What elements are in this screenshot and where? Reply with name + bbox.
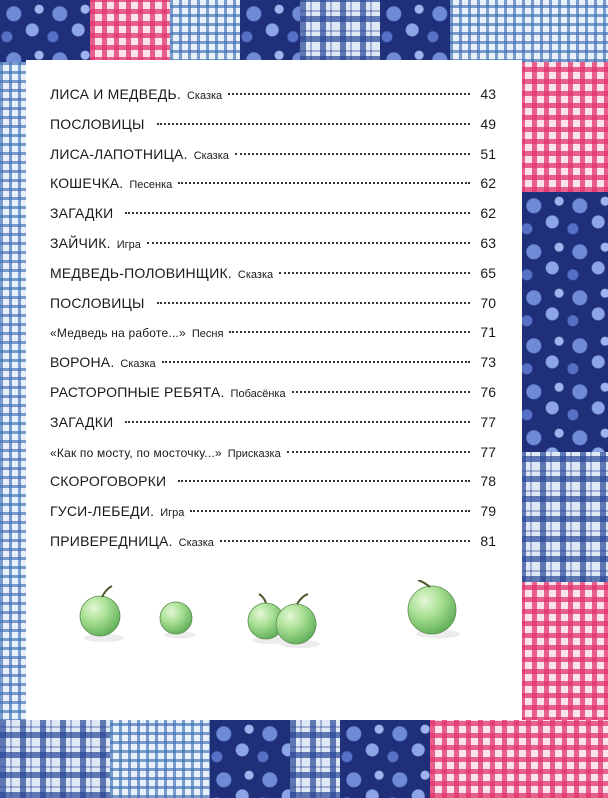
entry-title: ПРИВЕРЕДНИЦА. [50,532,173,549]
toc-entry[interactable] [50,265,496,295]
page-number: 81 [480,532,496,549]
fabric-patch [0,62,28,722]
toc-entry[interactable] [50,354,496,384]
page-number: 62 [480,205,496,222]
leader-dots [228,93,470,95]
entry-title: ЛИСА И МЕДВЕДЬ. [50,86,181,102]
toc-entry[interactable] [50,414,496,444]
entry-title: ЛИСА-ЛАПОТНИЦА. [50,145,188,162]
fabric-patch [520,62,608,192]
apples-illustration [26,580,522,700]
entry-title: ЗАГАДКИ [50,205,114,222]
entry-title: ГУСИ-ЛЕБЕДИ. [50,503,155,520]
fabric-patch [430,720,608,798]
entry-genre: Сказка [193,149,229,162]
page-number: 51 [480,145,496,162]
leader-dots [157,123,470,125]
apple-icon [408,580,460,639]
entry-genre: Сказка [120,358,156,371]
fabric-patch [0,0,90,62]
fabric-patch [110,720,210,798]
entry-title: КОШЕЧКА. [50,175,124,192]
page-number: 73 [480,354,496,371]
entry-genre: Присказка [227,447,281,460]
entry-title: «Как по мосту, по мосточку...» [50,445,222,460]
toc-entry[interactable] [50,116,496,146]
entry-title: РАСТОРОПНЫЕ РЕБЯТА. [50,383,225,400]
apple-icon [160,602,196,639]
page-number: 77 [480,443,496,460]
entry-title: МЕДВЕДЬ-ПОЛОВИНЩИК. [50,264,232,281]
page-number: 71 [480,324,496,341]
fabric-patch [240,0,300,62]
entry-title: СКОРОГОВОРКИ [50,473,167,490]
page-number: 43 [480,86,496,102]
toc-entry[interactable] [50,533,496,563]
entry-title: ВОРОНА. [50,354,115,371]
page-number: 62 [480,175,496,192]
entry-title: ПОСЛОВИЦЫ [50,115,145,132]
toc-entry[interactable] [50,205,496,235]
page-number: 76 [480,383,496,400]
leader-dots [178,480,470,482]
page-number: 78 [480,473,496,490]
page-number: 70 [480,294,496,311]
fabric-patch [90,0,170,62]
fabric-patch [520,582,608,722]
leader-dots [178,182,470,184]
leader-dots [229,331,470,333]
toc-entry[interactable] [50,86,496,116]
page-number: 77 [480,413,496,430]
entry-genre: Побасёнка [230,387,286,400]
page-number: 49 [480,115,496,132]
entry-title: ЗАЙЧИК. [50,234,111,251]
leader-dots [125,212,470,214]
leader-dots [220,540,470,542]
fabric-patch [520,332,608,452]
toc-entry[interactable] [50,235,496,265]
entry-genre: Сказка [186,90,223,102]
leader-dots [279,272,470,274]
entry-title: ПОСЛОВИЦЫ [50,294,145,311]
table-of-contents [50,86,496,563]
toc-entry[interactable] [50,503,496,533]
leader-dots [147,242,470,244]
fabric-patch [170,0,240,62]
entry-title: ЗАГАДКИ [50,413,114,430]
entry-genre: Сказка [178,536,214,549]
leader-dots [125,421,470,423]
toc-entry[interactable] [50,146,496,176]
fabric-patch [450,0,608,62]
fabric-patch [0,720,110,798]
page-number: 79 [480,503,496,520]
toc-entry[interactable] [50,473,496,503]
contents-page [26,60,522,720]
fabric-patch [210,720,290,798]
entry-genre: Игра [160,507,185,520]
entry-genre: Песенка [129,179,173,192]
fabric-patch [520,192,608,332]
toc-entry[interactable] [50,384,496,414]
toc-entry[interactable] [50,295,496,325]
toc-entry[interactable] [50,175,496,205]
leader-dots [190,510,470,512]
page-number: 63 [480,234,496,251]
fabric-patch [340,720,430,798]
entry-genre: Игра [116,238,141,251]
leader-dots [157,302,470,304]
leader-dots [287,451,470,453]
fabric-patch [520,452,608,582]
entry-genre: Песня [191,328,224,341]
toc-entry[interactable] [50,324,496,354]
page-number: 65 [480,264,496,281]
fabric-patch [290,720,340,798]
leader-dots [292,391,470,393]
leader-dots [162,361,470,363]
apple-icon [80,586,124,642]
toc-entry[interactable] [50,444,496,474]
entry-genre: Сказка [237,268,274,281]
leader-dots [235,153,470,155]
entry-title: «Медведь на работе...» [50,326,186,341]
fabric-patch [300,0,380,62]
fabric-patch [380,0,450,62]
